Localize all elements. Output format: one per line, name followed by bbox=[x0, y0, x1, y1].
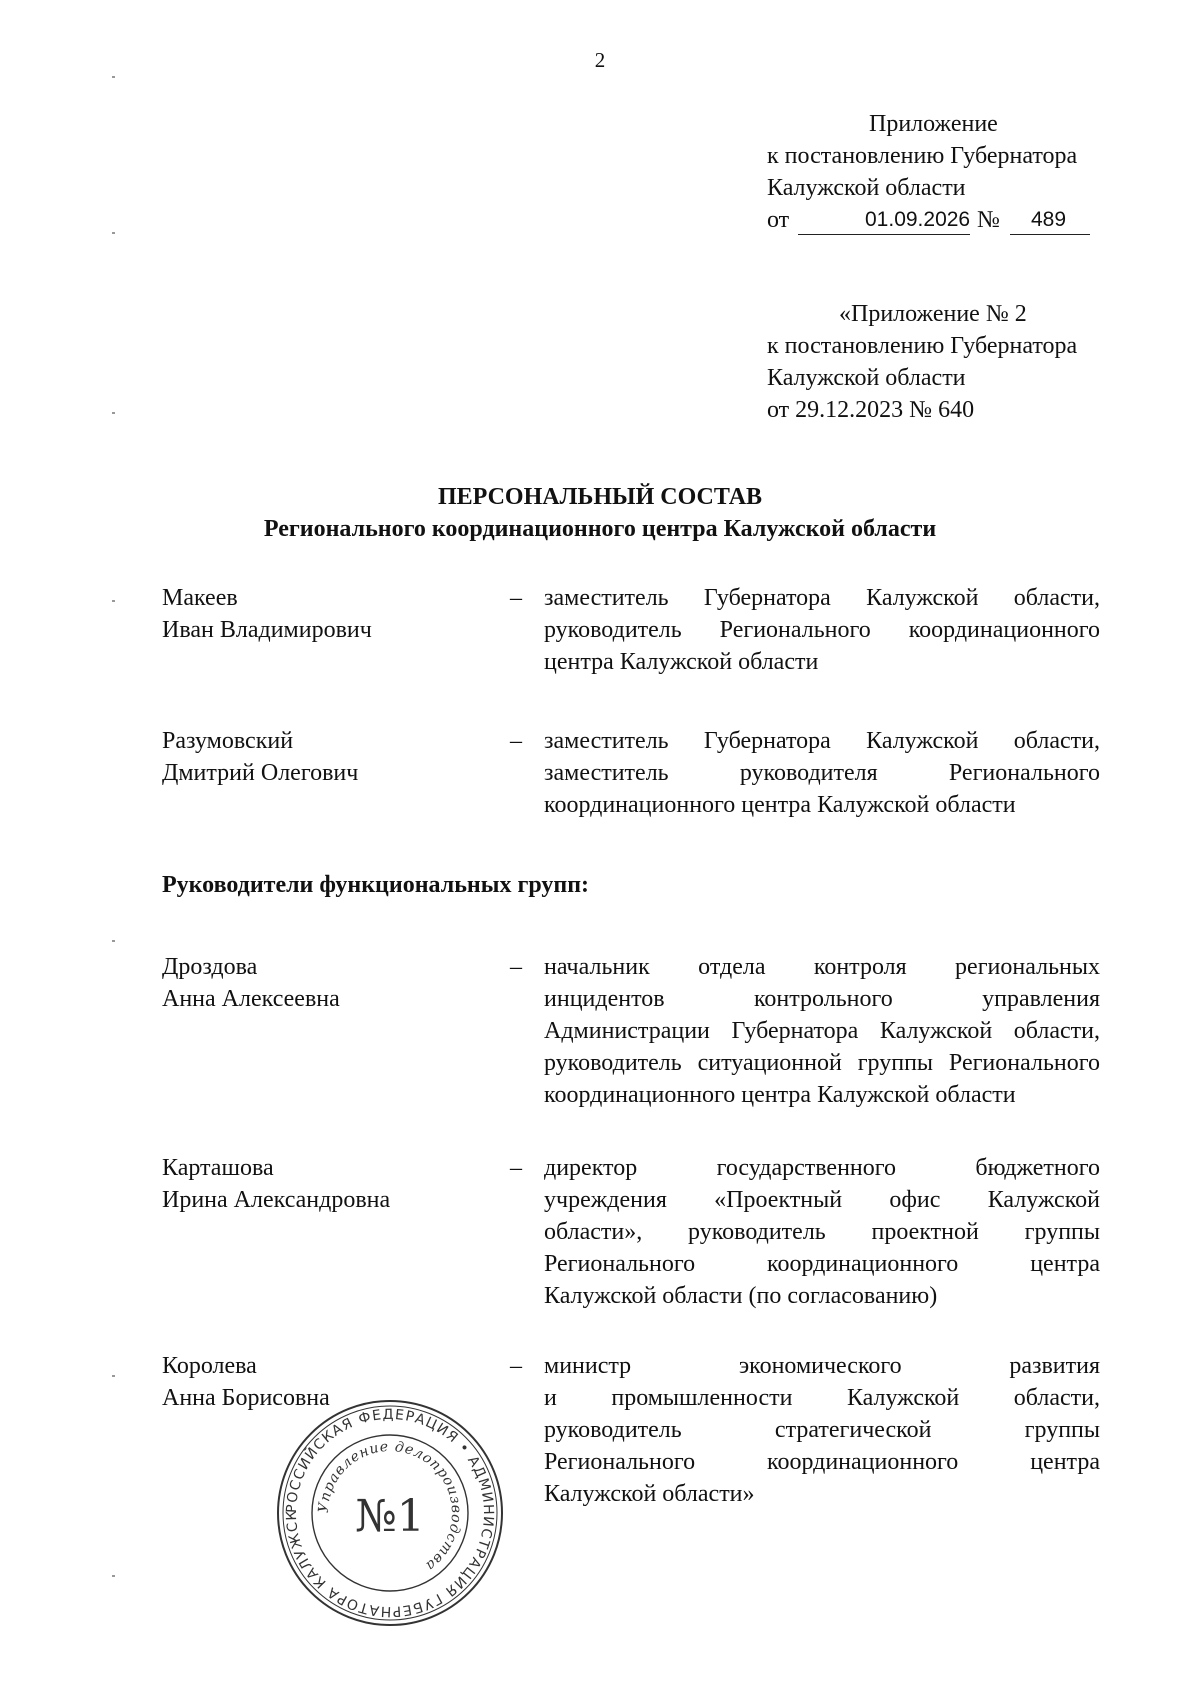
position-line: Регионального координационного центра bbox=[544, 1251, 1100, 1277]
position-line: директор государственного бюджетного bbox=[544, 1155, 1100, 1181]
member-surname: Карташова bbox=[162, 1155, 274, 1181]
member-position bbox=[544, 582, 1100, 678]
seal-outer-text: РОССИЙСКАЯ ФЕДЕРАЦИЯ • АДМИНИСТРАЦИЯ ГУБЕРНАТОРА КАЛУЖСК bbox=[283, 1406, 497, 1620]
position-line: заместитель Губернатора Калужской области, bbox=[544, 585, 1100, 611]
position-line: Регионального координационного центра bbox=[544, 1449, 1100, 1475]
seal-inner-text: Управление делопроизводства bbox=[315, 1438, 465, 1575]
member-given-names: Иван Владимирович bbox=[162, 617, 372, 643]
section-heading: Руководители функциональных групп: bbox=[162, 872, 590, 898]
member-name bbox=[162, 951, 482, 1015]
position-line: Калужской области» bbox=[544, 1481, 755, 1507]
scan-mark bbox=[112, 412, 115, 414]
member-position bbox=[544, 1350, 1100, 1510]
position-line: заместитель руководителя Регионального bbox=[544, 760, 1100, 786]
member-name bbox=[162, 1152, 482, 1216]
scan-mark bbox=[112, 76, 115, 78]
appendix-title: Приложение bbox=[869, 111, 998, 137]
position-line: Администрации Губернатора Калужской области, bbox=[544, 1018, 1100, 1044]
seal-graphic bbox=[270, 1393, 510, 1633]
position-line: руководитель стратегической группы bbox=[544, 1417, 1100, 1443]
position-line: области», руководитель проектной группы bbox=[544, 1219, 1100, 1245]
member-surname: Разумовский bbox=[162, 728, 294, 754]
member-position bbox=[544, 1152, 1100, 1312]
scan-mark bbox=[112, 1375, 115, 1377]
appendix-line: к постановлению Губернатора bbox=[767, 143, 1078, 169]
dash: – bbox=[510, 1155, 522, 1181]
appendix-line: Калужской области bbox=[767, 175, 966, 201]
member-given-names: Анна Борисовна bbox=[162, 1385, 330, 1411]
member-name bbox=[162, 725, 482, 789]
appendix2-title: «Приложение № 2 bbox=[839, 301, 1027, 327]
scan-mark bbox=[112, 232, 115, 234]
appendix2-line: к постановлению Губернатора bbox=[767, 333, 1078, 359]
position-line: Калужской области (по согласованию) bbox=[544, 1283, 938, 1309]
position-line: центра Калужской области bbox=[544, 649, 819, 675]
document-title: ПЕРСОНАЛЬНЫЙ СОСТАВ bbox=[437, 484, 763, 510]
official-seal bbox=[270, 1393, 510, 1633]
member-surname: Макеев bbox=[162, 585, 238, 611]
position-line: руководитель Регионального координационного bbox=[544, 617, 1100, 643]
dash: – bbox=[510, 954, 522, 980]
position-line: начальник отдела контроля региональных bbox=[544, 954, 1100, 980]
member-surname: Дроздова bbox=[162, 954, 258, 980]
member-given-names: Анна Алексеевна bbox=[162, 986, 340, 1012]
position-line: министр экономического развития bbox=[544, 1353, 1100, 1379]
member-position bbox=[544, 725, 1100, 821]
scan-mark bbox=[112, 600, 115, 602]
position-line: руководитель ситуационной группы Регионального bbox=[544, 1050, 1100, 1076]
from-label: от bbox=[767, 207, 790, 233]
dash: – bbox=[510, 728, 522, 754]
position-line: заместитель Губернатора Калужской области, bbox=[544, 728, 1100, 754]
number-label: № bbox=[977, 207, 1000, 233]
position-line: координационного центра Калужской области bbox=[544, 1082, 1016, 1108]
position-line: координационного центра Калужской области bbox=[544, 792, 1016, 818]
member-name bbox=[162, 582, 482, 646]
appendix-date-line bbox=[767, 204, 1127, 238]
appendix2-line: от 29.12.2023 № 640 bbox=[767, 397, 975, 423]
position-line: и промышленности Калужской области, bbox=[544, 1385, 1100, 1411]
member-position bbox=[544, 951, 1100, 1111]
dash: – bbox=[510, 585, 522, 611]
seal-center-number: №1 bbox=[355, 1491, 425, 1542]
member-given-names: Дмитрий Олегович bbox=[162, 760, 359, 786]
appendix-header bbox=[767, 108, 1127, 238]
document-number: 489 bbox=[1031, 208, 1067, 231]
page-number: 2 bbox=[594, 48, 606, 72]
position-line: инцидентов контрольного управления bbox=[544, 986, 1100, 1012]
scan-mark bbox=[112, 1575, 115, 1577]
document-subtitle: Регионального координационного центра Калужской области bbox=[263, 516, 937, 542]
position-line: учреждения «Проектный офис Калужской bbox=[544, 1187, 1100, 1213]
appendix2-header bbox=[767, 298, 1127, 426]
scan-mark bbox=[112, 940, 115, 942]
document-date: 01.09.2026 bbox=[865, 208, 971, 231]
member-given-names: Ирина Александровна bbox=[162, 1187, 391, 1213]
appendix2-line: Калужской области bbox=[767, 365, 966, 391]
dash: – bbox=[510, 1353, 522, 1379]
member-surname: Королева bbox=[162, 1353, 257, 1379]
